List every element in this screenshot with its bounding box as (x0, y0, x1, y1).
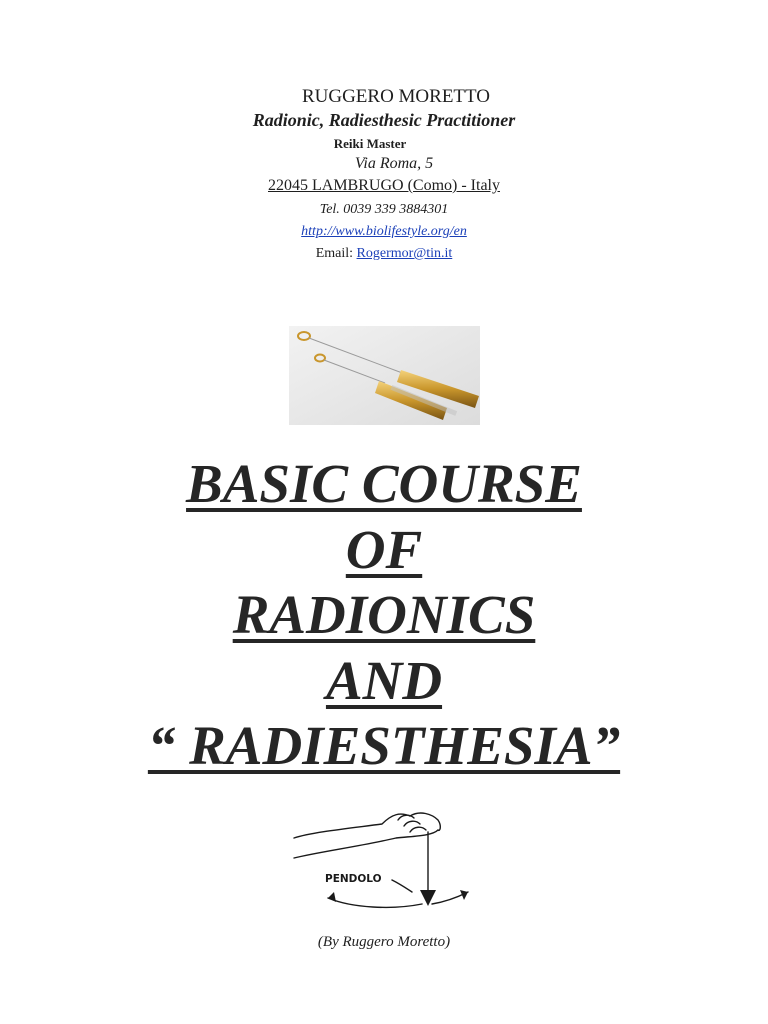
pendulum-drawing (292, 806, 476, 914)
pendulum-photo (289, 326, 480, 425)
reiki-title: Reiki Master (333, 136, 407, 151)
title-line-1: BASIC COURSE (186, 453, 582, 514)
title-line-3: RADIONICS (232, 584, 536, 645)
title-line-5: “ RADIESTHESIA” (147, 715, 621, 776)
street-address: Via Roma, 5 (354, 155, 434, 172)
author-role: Radionic, Radiesthesic Practitioner (252, 110, 516, 130)
website-link[interactable]: http://www.biolifestyle.org/en (301, 224, 467, 239)
title-line-2: OF (345, 519, 423, 580)
city-address: 22045 LAMBRUGO (Como) - Italy (268, 177, 500, 194)
email-link[interactable]: Rogermor@tin.it (356, 246, 453, 261)
byline: (By Ruggero Moretto) (317, 934, 451, 950)
title-line-4: AND (325, 650, 443, 711)
email-line (0, 246, 768, 262)
email-label: Email: (315, 246, 357, 261)
pendulum-label: PENDOLO (325, 873, 382, 885)
author-name: RUGGERO MORETTO (301, 86, 491, 107)
website-line (0, 224, 768, 240)
telephone: Tel. 0039 339 3884301 (319, 202, 449, 217)
